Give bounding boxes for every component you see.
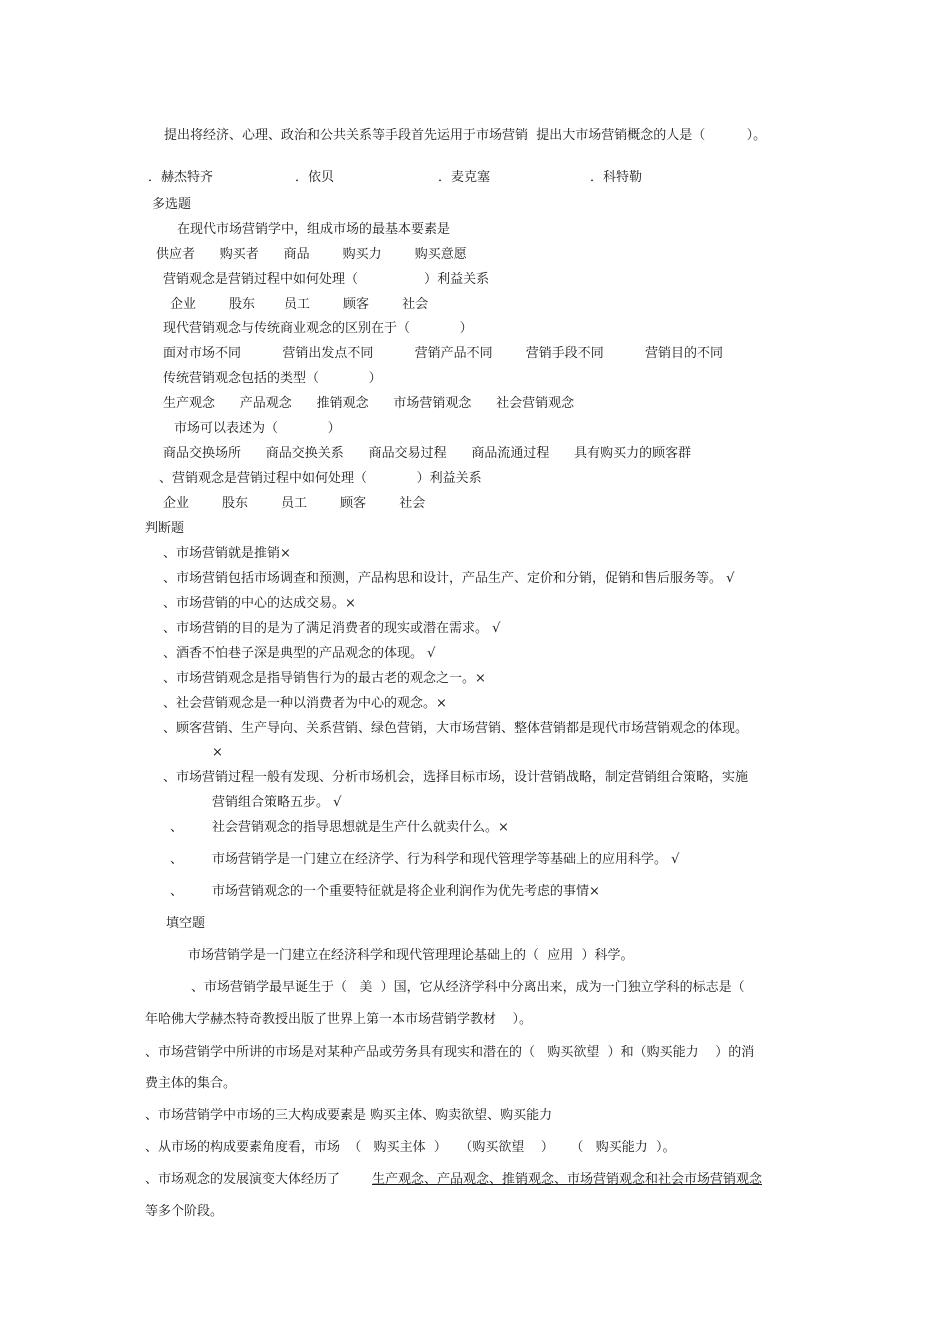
fill-item: 、市场营销学最早诞生于（ 美 ）国，它从经济学科中分离出来，成为一门独立学科的标志是（ bbox=[191, 980, 745, 995]
judge-item-marker: 、 bbox=[170, 884, 184, 899]
section-heading-fill: 填空题 bbox=[166, 916, 206, 931]
multi-options-4: 生产观念 产品观念 推销观念 市场营销观念 社会营销观念 bbox=[163, 396, 575, 411]
multi-question-5: 市场可以表述为（ ） bbox=[174, 421, 341, 436]
multi-question-1: 在现代市场营销学中，组成市场的最基本要素是 bbox=[177, 222, 451, 237]
fill-item-continuation: 费主体的集合。 bbox=[145, 1076, 237, 1091]
judge-item: 、市场营销过程一般有发现、分析市场机会，选择目标市场，设计营销战略，制定营销组合策略，实施 bbox=[163, 770, 749, 785]
fill-item: 、市场观念的发展演变大体经历了 bbox=[145, 1172, 341, 1187]
judge-item-marker: 、 bbox=[170, 820, 184, 835]
section-heading-judge: 判断题 bbox=[145, 521, 185, 536]
judge-item-continuation: 营销组合策略五步。 √ bbox=[212, 795, 342, 810]
multi-options-5: 商品交换场所 商品交换关系 商品交易过程 商品流通过程 具有购买力的顾客群 bbox=[163, 446, 692, 461]
multi-options-3: 面对市场不同 营销出发点不同 营销产品不同 营销手段不同 营销目的不同 bbox=[163, 346, 724, 361]
fill-item-continuation: 年哈佛大学赫杰特奇教授出版了世界上第一本市场营销学教材 ）。 bbox=[145, 1012, 533, 1027]
fill-item-continuation: 等多个阶段。 bbox=[145, 1204, 224, 1219]
judge-item: 、市场营销的目的是为了满足消费者的现实或潜在需求。 √ bbox=[163, 621, 501, 636]
fill-item: 市场营销学是一门建立在经济科学和现代管理理论基础上的（ 应用 ）科学。 bbox=[188, 948, 634, 963]
judge-item: 市场营销学是一门建立在经济学、行为科学和现代管理学等基础上的应用科学。 √ bbox=[212, 852, 680, 867]
judge-item: 、市场营销的中心的达成交易。× bbox=[163, 596, 356, 611]
judge-item: 市场营销观念的一个重要特征就是将企业利润作为优先考虑的事情× bbox=[212, 884, 600, 899]
multi-options-6: 企业 股东 员工 顾客 社会 bbox=[163, 496, 426, 511]
option-a: ．赫杰特齐 bbox=[148, 170, 214, 185]
judge-item: 、市场营销就是推销× bbox=[163, 546, 291, 561]
fill-item: 、从市场的构成要素角度看，市场 （ 购买主体 ） （购买欲望 ） （ 购买能力 ）。 bbox=[145, 1140, 676, 1155]
multi-options-2: 企业 股东 员工 顾客 社会 bbox=[170, 297, 429, 312]
judge-item-marker: 、 bbox=[170, 852, 184, 867]
option-b: ．依贝 bbox=[295, 170, 335, 185]
fill-item: 、市场营销学中市场的三大构成要素是 购买主体、购卖欲望、购买能力 bbox=[145, 1108, 553, 1123]
fill-item: 、市场营销学中所讲的市场是对某种产品或劳务具有现实和潜在的（ 购买欲望 ）和（购买能力 ）的消 bbox=[145, 1045, 755, 1060]
multi-question-2: 营销观念是营销过程中如何处理（ ）利益关系 bbox=[163, 272, 490, 287]
judge-item: 、社会营销观念是一种以消费者为中心的观念。× bbox=[163, 696, 447, 711]
single-choice-question: 提出将经济、心理、政治和公共关系等手段首先运用于市场营销 提出大市场营销概念的人是（ ）。 bbox=[164, 128, 767, 143]
multi-question-3: 现代营销观念与传统商业观念的区别在于（ ） bbox=[163, 321, 473, 336]
multi-question-6: 、营销观念是营销过程中如何处理（ ）利益关系 bbox=[159, 471, 482, 486]
option-c: ．麦克塞 bbox=[438, 170, 491, 185]
judge-item: 社会营销观念的指导思想就是生产什么就卖什么。× bbox=[212, 820, 509, 835]
option-d: ．科特勒 bbox=[590, 170, 643, 185]
section-heading-multi: 多选题 bbox=[152, 197, 192, 212]
multi-options-1: 供应者 购买者 商品 购买力 购买意愿 bbox=[156, 247, 467, 262]
multi-question-4: 传统营销观念包括的类型（ ） bbox=[163, 371, 382, 386]
judge-item: 、市场营销包括市场调查和预测，产品构思和设计，产品生产、定价和分销，促销和售后服务等。 √ bbox=[163, 571, 735, 586]
judge-item: 、市场营销观念是指导销售行为的最古老的观念之一。× bbox=[163, 671, 486, 686]
judge-item: 、酒香不怕巷子深是典型的产品观念的体现。 √ bbox=[163, 646, 436, 661]
fill-underlined-answer: 生产观念、产品观念、推销观念、市场营销观念和社会市场营销观念 bbox=[372, 1172, 763, 1187]
judge-item-continuation: × bbox=[212, 745, 223, 760]
judge-item: 、顾客营销、生产导向、关系营销、绿色营销，大市场营销、整体营销都是现代市场营销观念的体现。 bbox=[163, 721, 749, 736]
